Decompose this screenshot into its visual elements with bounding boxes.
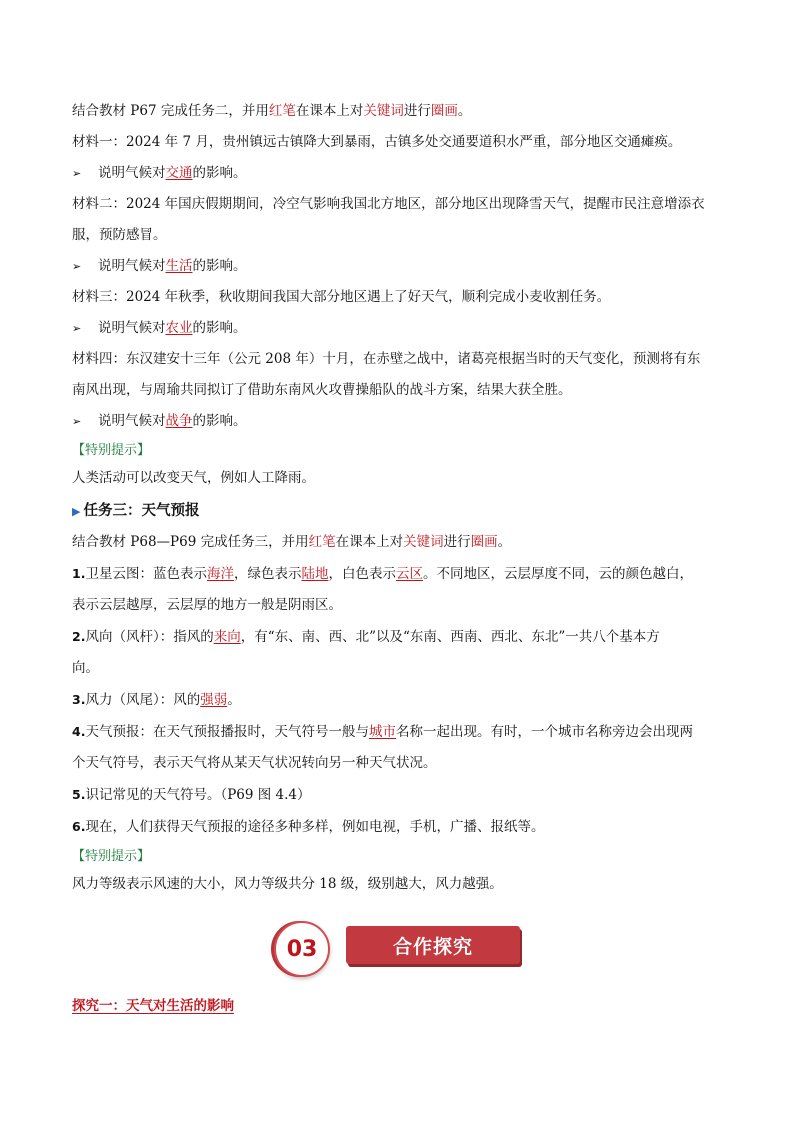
point-6 — [72, 811, 724, 843]
document-page — [72, 96, 724, 1014]
highlight-red-pen: 红笔 — [308, 534, 336, 550]
point-2 — [72, 621, 724, 653]
point-text: 现在，人们获得天气预报的途径多种多样，例如电视，手机，广播、报纸等。 — [85, 819, 545, 835]
question-2 — [72, 251, 724, 282]
point-text: 。不同地区，云层厚度不同，云的颜色越白， — [422, 566, 693, 582]
point-text: 卫星云图：蓝色表示 — [85, 566, 207, 582]
point-number: 3. — [72, 692, 86, 707]
keyword-strength: 强弱 — [200, 692, 228, 708]
intro-text: 。 — [457, 103, 472, 119]
point-text: ，白色表示 — [328, 566, 396, 582]
question-text: 的影响。 — [192, 413, 247, 429]
point-text: 风向（风杆）：指风的 — [85, 629, 214, 645]
arrow-bullet-icon: ➢ — [72, 322, 82, 335]
section-number: 03 — [286, 936, 318, 962]
point-number: 5. — [72, 787, 86, 802]
point-number: 1. — [72, 566, 86, 581]
material-4-line2: 南风出现，与周瑜共同拟订了借助东南风火攻曹操船队的战斗方案，结果大获全胜。 — [72, 382, 572, 398]
point-5 — [72, 779, 724, 811]
intro-text: 进行 — [443, 534, 471, 550]
point-text: 。 — [227, 692, 241, 708]
intro-text: 。 — [497, 534, 512, 550]
section-number-badge — [274, 921, 330, 977]
keyword-ocean: 海洋 — [206, 566, 234, 582]
material-3: 材料三：2024 年秋季，秋收期间我国大部分地区遇上了好天气，顺利完成小麦收割任务。 — [72, 289, 611, 305]
question-text: 说明气候对 — [98, 320, 166, 336]
section-title: 合作探究 — [392, 935, 473, 958]
keyword-war: 战争 — [165, 413, 193, 429]
point-number: 4. — [72, 724, 86, 739]
material-1: 材料一：2024 年 7 月，贵州镇远古镇降大到暴雨，古镇多处交通要道积水严重，部分地区交通瘫痪。 — [72, 134, 682, 150]
highlight-keyword: 关键词 — [363, 103, 404, 119]
question-text: 说明气候对 — [98, 165, 166, 181]
question-4 — [72, 406, 724, 437]
arrow-bullet-icon: ➢ — [72, 260, 82, 273]
arrow-bullet-icon: ➢ — [72, 415, 82, 428]
question-1 — [72, 158, 724, 189]
question-text: 的影响。 — [192, 258, 247, 274]
highlight-keyword: 关键词 — [403, 534, 444, 550]
point-text: 名称一起出现。有时，一个城市名称旁边会出现两 — [395, 724, 693, 740]
point-3 — [72, 684, 724, 716]
point-1-cont: 表示云层越厚，云层厚的地方一般是阴雨区。 — [72, 597, 342, 613]
explore-1-heading: 探究一：天气对生活的影响 — [72, 998, 234, 1014]
keyword-cloud-area: 云区 — [395, 566, 423, 582]
task3-intro — [72, 527, 724, 558]
intro-text: 进行 — [403, 103, 431, 119]
intro-text: 结合教材 P67 完成任务二，并用 — [72, 103, 269, 119]
material-2-line1: 材料二：2024 年国庆假期期间，冷空气影响我国北方地区，部分地区出现降雪天气，提醒市民注意增添衣 — [72, 196, 705, 212]
intro-text: 结合教材 P68—P69 完成任务三，并用 — [72, 534, 309, 550]
special-tip-label: 【特别提示】 — [72, 443, 151, 458]
keyword-land: 陆地 — [301, 566, 329, 582]
point-number: 6. — [72, 819, 86, 834]
point-text: 天气预报：在天气预报播报时，天气符号一般与 — [85, 724, 369, 740]
point-2-cont: 向。 — [72, 660, 99, 676]
highlight-circle: 圈画 — [470, 534, 498, 550]
keyword-city: 城市 — [368, 724, 396, 740]
keyword-transport: 交通 — [165, 165, 193, 181]
section-title-ribbon — [346, 926, 520, 964]
point-text: ，有“东、南、西、北”以及“东南、西南、西北、东北”一共八个基本方 — [240, 629, 660, 645]
point-text: 风力（风尾）：风的 — [85, 692, 201, 708]
highlight-circle: 圈画 — [430, 103, 458, 119]
material-4-line1: 材料四：东汉建安十三年（公元 208 年）十月，在赤壁之战中，诸葛亮根据当时的天气变化，预测将有东 — [72, 351, 701, 367]
question-text: 说明气候对 — [98, 258, 166, 274]
question-text: 说明气候对 — [98, 413, 166, 429]
point-text: 识记常见的天气符号。（P69 图 4.4） — [85, 787, 311, 803]
task3-heading — [72, 496, 724, 527]
special-tip-text-2: 风力等级表示风速的大小，风力等级共分 18 级，级别越大，风力越强。 — [72, 876, 503, 892]
point-text: ，绿色表示 — [233, 566, 302, 582]
triangle-icon: ▶ — [72, 505, 81, 518]
task2-intro — [72, 96, 724, 127]
keyword-life: 生活 — [165, 258, 193, 274]
point-4 — [72, 716, 724, 748]
task3-title: 任务三：天气预报 — [83, 503, 200, 519]
section-banner — [72, 914, 724, 984]
intro-text: 在课本上对 — [295, 103, 364, 119]
keyword-wind-from: 来向 — [213, 629, 241, 645]
point-number: 2. — [72, 629, 86, 644]
question-text: 的影响。 — [192, 320, 247, 336]
arrow-bullet-icon: ➢ — [72, 167, 82, 180]
keyword-agriculture: 农业 — [165, 320, 193, 336]
highlight-red-pen: 红笔 — [268, 103, 296, 119]
question-3 — [72, 313, 724, 344]
question-text: 的影响。 — [192, 165, 247, 181]
special-tip-label-2: 【特别提示】 — [72, 849, 151, 864]
point-4-cont: 个天气符号，表示天气将从某天气状况转向另一种天气状况。 — [72, 755, 437, 771]
intro-text: 在课本上对 — [335, 534, 404, 550]
material-2-line2: 服，预防感冒。 — [72, 227, 167, 243]
special-tip-text: 人类活动可以改变天气，例如人工降雨。 — [72, 470, 315, 486]
point-1 — [72, 558, 724, 590]
